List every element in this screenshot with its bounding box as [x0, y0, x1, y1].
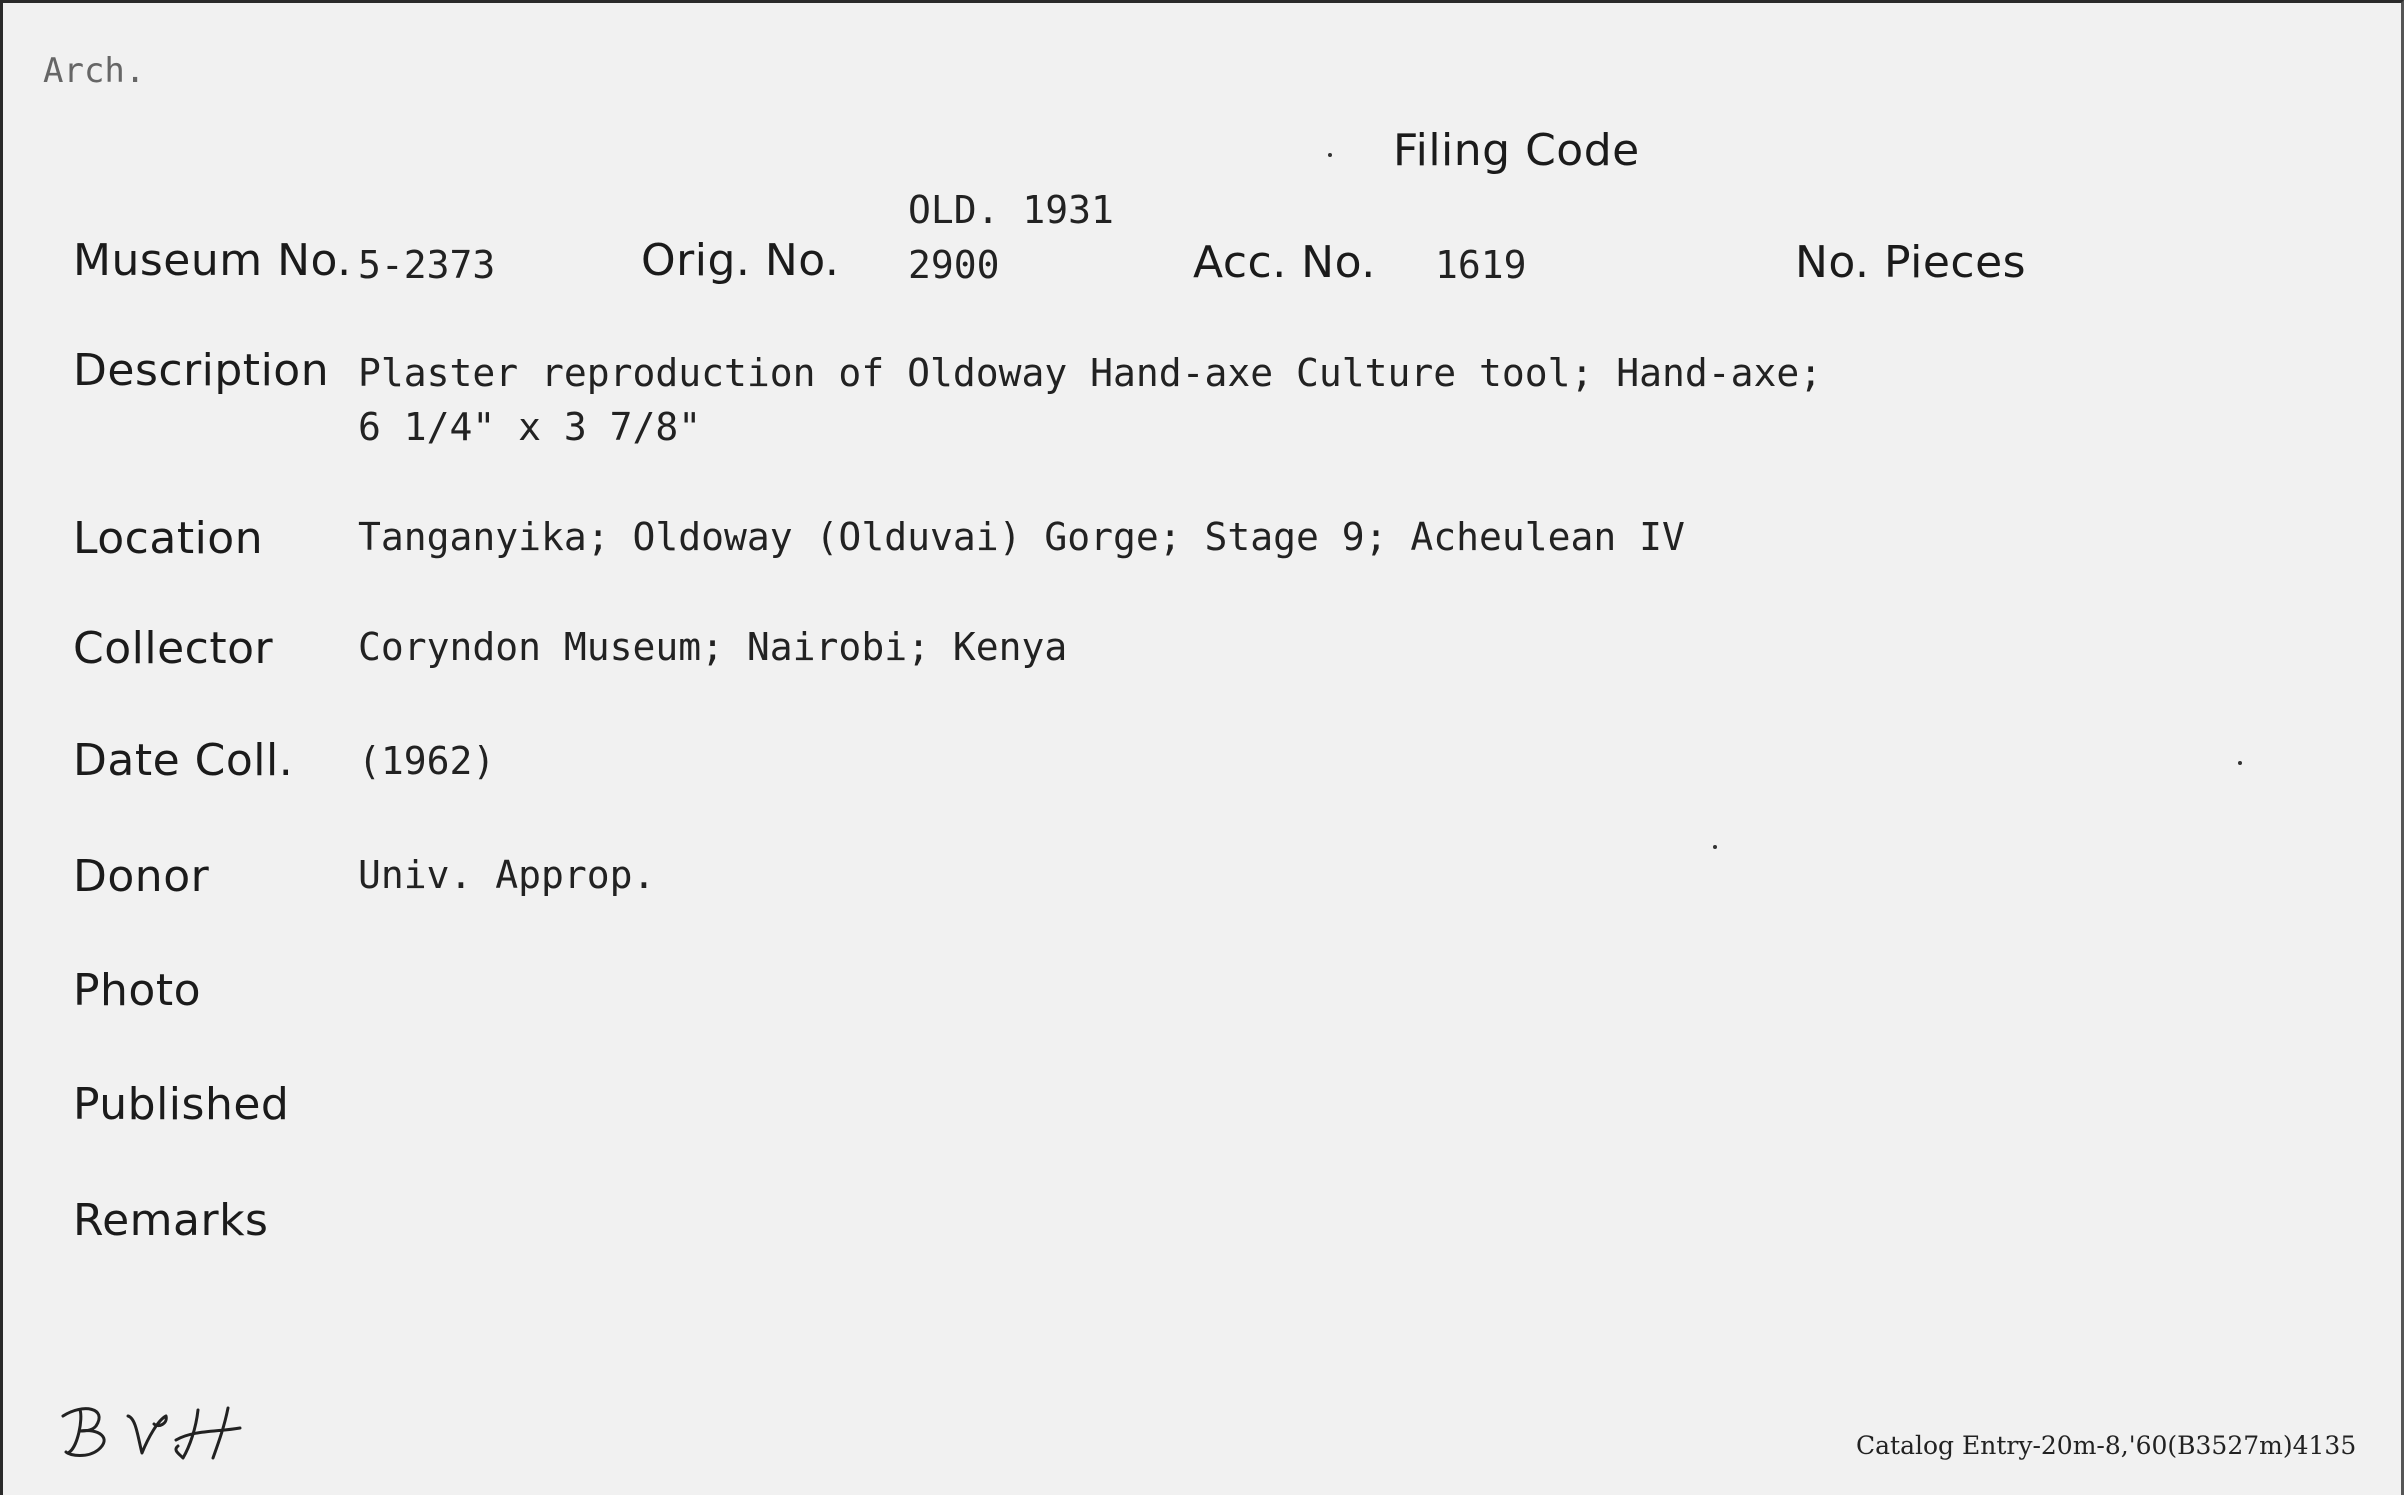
museum-no-label: Museum No. [73, 235, 352, 286]
description-line-2: 6 1/4" x 3 7/8" [358, 405, 702, 449]
date-coll-value: (1962) [358, 739, 496, 783]
no-pieces-label: No. Pieces [1795, 237, 2027, 288]
collector-value: Coryndon Museum; Nairobi; Kenya [358, 625, 1068, 669]
museum-no-value: 5-2373 [358, 243, 496, 287]
speck-dot [2238, 761, 2242, 765]
filing-code-value: OLD. 1931 [908, 188, 1114, 232]
description-label: Description [73, 345, 330, 396]
collector-label: Collector [73, 623, 274, 674]
acc-no-label: Acc. No. [1193, 237, 1376, 288]
remarks-label: Remarks [73, 1195, 269, 1246]
donor-label: Donor [73, 851, 210, 902]
orig-no-label: Orig. No. [641, 235, 840, 286]
orig-no-value: 2900 [908, 243, 1000, 287]
published-label: Published [73, 1079, 290, 1130]
speck-dot [1328, 153, 1332, 157]
initials-signature [58, 1398, 248, 1468]
speck-dot [1713, 845, 1717, 849]
donor-value: Univ. Approp. [358, 853, 656, 897]
acc-no-value: 1619 [1435, 243, 1527, 287]
date-coll-label: Date Coll. [73, 735, 294, 786]
location-value: Tanganyika; Oldoway (Olduvai) Gorge; Stage 9; Acheulean IV [358, 515, 1685, 559]
photo-label: Photo [73, 965, 202, 1016]
corner-note: Arch. [43, 51, 146, 91]
catalog-entry-footer: Catalog Entry-20m-8,'60(B3527m)4135 [1856, 1431, 2357, 1460]
filing-code-label: Filing Code [1393, 125, 1640, 176]
description-line-1: Plaster reproduction of Oldoway Hand-axe Culture tool; Hand-axe; [358, 351, 1823, 395]
location-label: Location [73, 513, 264, 564]
